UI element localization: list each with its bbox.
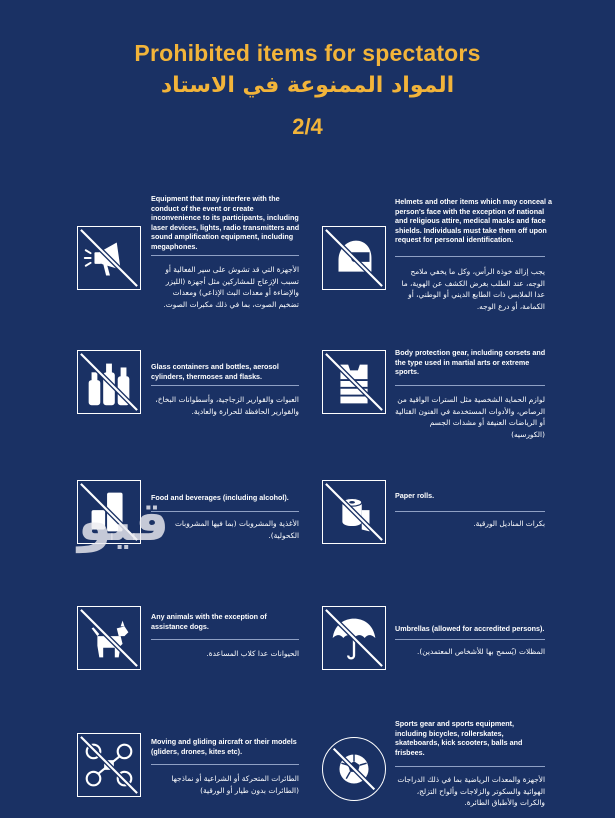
divider [151, 511, 299, 512]
item-text-ar: بكرات المناديل الورقية. [473, 519, 545, 528]
page-number: 2/4 [292, 114, 323, 139]
divider [395, 766, 545, 767]
helmet-icon [322, 226, 386, 290]
item-text-en: Helmets and other items which may conceal a person's face with the exception of national and religious attire, medical masks and face shields. Individuals must take them off upon request for personal identification. [395, 197, 552, 245]
header [0, 40, 615, 140]
divider [395, 511, 545, 512]
dog-icon [77, 606, 141, 670]
umbrella-icon [322, 606, 386, 670]
item-text-en: Paper rolls. [395, 491, 435, 500]
divider [151, 255, 299, 256]
divider [395, 256, 545, 257]
item-text-ar: المظلات (يُسمح بها للأشخاص المعتمدين). [417, 647, 545, 656]
item-text-en: Any animals with the exception of assistance dogs. [151, 612, 267, 631]
item-text-ar: الأجهزة التي قد تشوش على سير الفعالية أو تسبب الإزعاج للمشاركين مثل أجهزة (الليزر والإضاءة أو معدات البث الإذاعي) ومعدات تضخيم الصوت، بما في ذلك مكبرات الصوت. [163, 265, 299, 309]
item-text-ar: الأجهزة والمعدات الرياضية بما في ذلك الدراجات الهوائية والسكوتر والزلاجات وألواح التزلج، والكرات والأطباق الطائرة. [397, 775, 545, 807]
divider [395, 639, 545, 640]
item-text-en: Body protection gear, including corsets and the type used in martial arts or extreme sports. [395, 348, 546, 377]
divider [395, 385, 545, 386]
divider [151, 639, 299, 640]
item-text-ar: لوازم الحماية الشخصية مثل السترات الواقية من الرصاص، والأدوات المستخدمة في الفنون القتالية أو الرياضات العنيفة أو مشدات الجسم (الكورسيه) [395, 395, 545, 439]
megaphone-icon [77, 226, 141, 290]
body-armor-icon [322, 350, 386, 414]
divider [151, 385, 299, 386]
item-text-ar: يجب إزالة خوذة الرأس، وكل ما يخفي ملامح الوجه، عند الطلب بغرض الكشف عن الهوية، ما عدا الملابس ذات الطابع الديني أو الوطني، أو الكمامة، أو درع الوجه. [401, 267, 545, 311]
page-title-arabic: المواد الممنوعة في الاستاد [160, 73, 455, 98]
paper-roll-icon [322, 480, 386, 544]
item-text-en: Umbrellas (allowed for accredited persons). [395, 624, 545, 633]
divider [151, 764, 299, 765]
bottles-icon [77, 350, 141, 414]
item-text-en: Moving and gliding aircraft or their models (gliders, drones, kites etc). [151, 737, 297, 756]
item-text-ar: الطائرات المتحركة أو الشراعية أو نماذجها (الطائرات بدون طيار أو الورقية) [171, 774, 299, 795]
page-title-english: Prohibited items for spectators [134, 40, 481, 66]
item-text-en: Equipment that may interfere with the conduct of the event or create inconvenience to its participants, including laser devices, lights, radio transmitters and sound amplification equipment, including megaphones. [151, 194, 300, 251]
item-text-ar: الأغذية والمشروبات (بما فيها المشروبات الكحولية). [174, 519, 299, 540]
item-text-en: Glass containers and bottles, aerosol cylinders, thermoses and flasks. [151, 362, 279, 381]
item-text-ar: الحيوانات عدا كلاب المساعدة. [206, 649, 299, 658]
watermark-logo: قيو [78, 490, 170, 553]
item-text-ar: العبوات والقوارير الزجاجية، وأسطوانات البخاخ، والقوارير الحافظة للحرارة والعادية. [155, 395, 299, 416]
sports-ball-icon [322, 737, 386, 801]
item-text-en: Sports gear and sports equipment, including bicycles, rollerskates, skateboards, kick scooters, balls and frisbees. [395, 719, 523, 757]
item-text-en: Food and beverages (including alcohol). [151, 493, 289, 502]
drone-icon [77, 733, 141, 797]
